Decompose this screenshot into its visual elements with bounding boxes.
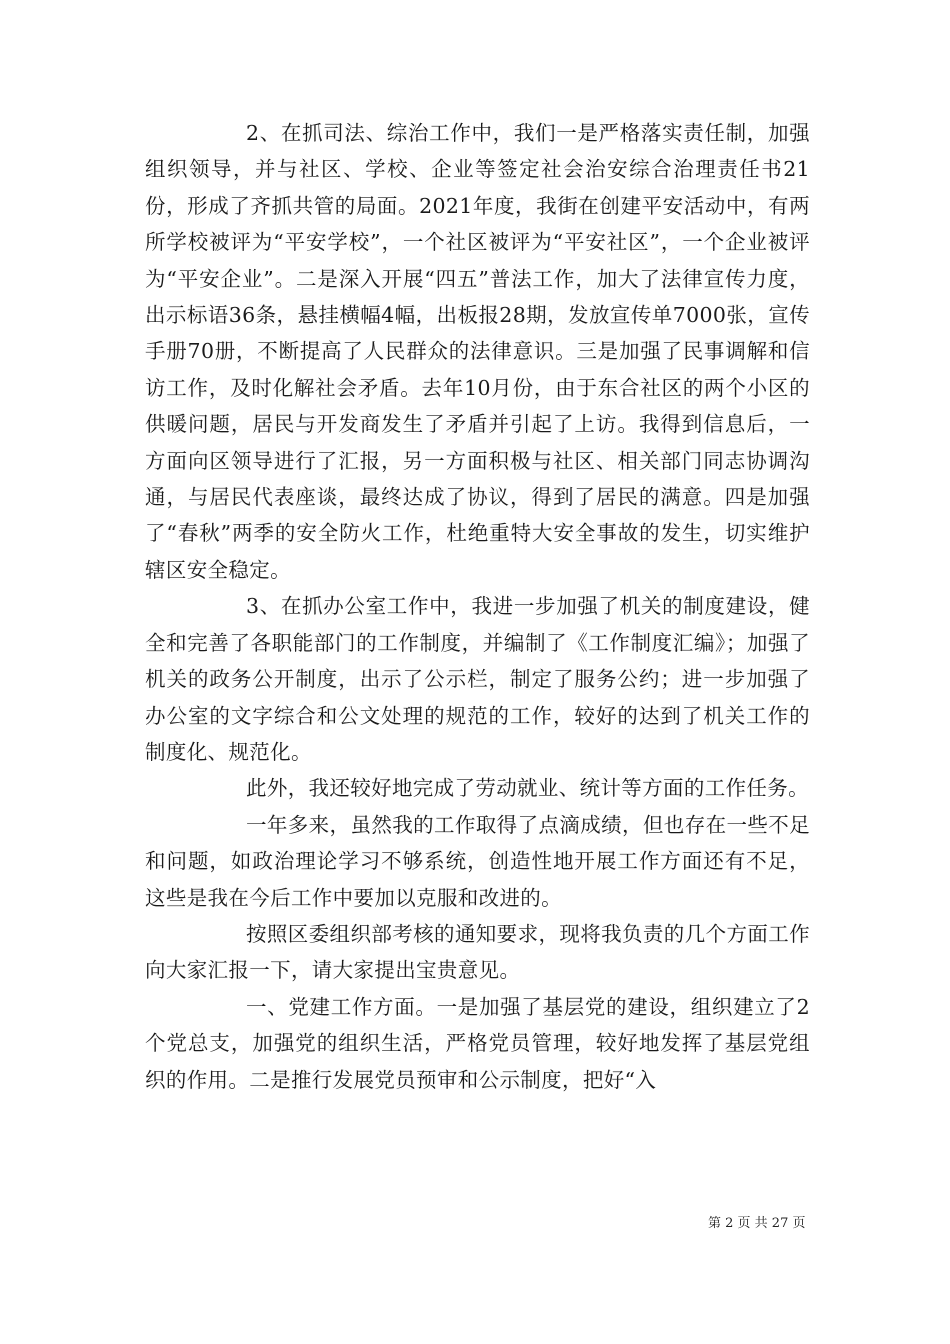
page-number-footer: 第 2 页 共 27 页 (708, 1216, 806, 1231)
paragraph-other-tasks: 此外，我还较好地完成了劳动就业、统计等方面的工作任务。 (246, 776, 809, 801)
paragraph-office-work: 3、在抓办公室工作中，我进一步加强了机关的制度建设，健全和完善了各职能部门的工作制度，并编制了《工作制度汇编》；加强了机关的政务公开制度，出示了公示栏，制定了服务公约；进一步加强了办公室的文字综合和公文处理的规范的工作，较好的达到了机关工作的制度化、规范化。 (145, 594, 810, 764)
paragraph-party-building: 一、党建工作方面。一是加强了基层党的建设，组织建立了2个党总支，加强党的组织生活，严格党员管理，较好地发挥了基层党组织的作用。二是推行发展党员预审和公示制度，把好“入 (145, 994, 810, 1092)
paragraph-judicial-work: 2、在抓司法、综治工作中，我们一是严格落实责任制，加强组织领导，并与社区、学校、企业等签定社会治安综合治理责任书21份，形成了齐抓共管的局面。2021年度，我街在创建平安活动中，有两所学校被评为“平安学校”，一个社区被评为“平安社区”，一个企业被评为“平安企业”。二是深入开展“四五”普法工作，加大了法律宣传力度，出示标语36条，悬挂横幅4幅，出板报28期，发放宣传单7000张，宣传手册70册，不断提高了人民群众的法律意识。三是加强了民事调解和信访工作，及时化解社会矛盾。去年10月份，由于东合社区的两个小区的供暖问题，居民与开发商发生了矛盾并引起了上访。我得到信息后，一方面向区领导进行了汇报，另一方面积极与社区、相关部门同志协调沟通，与居民代表座谈，最终达成了协议，得到了居民的满意。四是加强了“春秋”两季的安全防火工作，杜绝重特大安全事故的发生，切实维护辖区安全稳定。 (145, 121, 810, 582)
paragraph-report-intro: 按照区委组织部考核的通知要求，现将我负责的几个方面工作向大家汇报一下，请大家提出宝贵意见。 (145, 921, 810, 983)
document-body (145, 115, 810, 1098)
paragraph-shortcomings: 一年多来，虽然我的工作取得了点滴成绩，但也存在一些不足和问题，如政治理论学习不够系统，创造性地开展工作方面还有不足，这些是我在今后工作中要加以克服和改进的。 (145, 812, 810, 910)
